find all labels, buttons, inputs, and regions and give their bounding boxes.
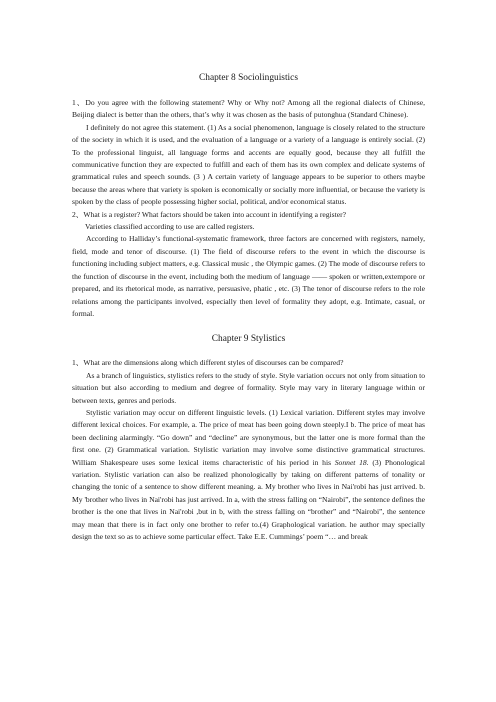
chapter-9-answer-1: As a branch of linguistics, stylistics refers to the study of style. Style variation occurs not only from situation to situation but also according to medium and degree of formality. Style may vary in literary language within or between texts, genres and periods. (72, 370, 425, 405)
chapter-8-question-1: 1、Do you agree with the following statement? Why or Why not? Among all the regional dialects of Chinese, Beijing dialect is better than the others, that’s why it was chosen as the basis of putonghua (Standard Chinese). (72, 98, 425, 120)
chapter-8-question-2: 2、What is a register? What factors should be taken into account in identifying a register? (72, 209, 346, 219)
sonnet-title: Sonnet 18. (334, 457, 369, 467)
chapter-9-answer-2 (72, 407, 425, 543)
chapter-8-question-2-definition: Varieties classified according to use are called registers. (85, 222, 255, 232)
chapter-8-answer-2: According to Halliday’s functional-systematic framework, three factors are concerned with registers, namely, field, mode and tenor of discourse. (1) The field of discourse refers to the event in which the discourse is functioning including subject matters, e.g. Classical music , the Olympic games. (2) The mode of discourse refers to the function of discourse in the event, including both the medium of language —— spoken or written,extempore or prepared, and its rhetorical mode, as narrative, persuasive, phatic , etc. (3) The tenor of discourse refers to the role relations among the participants involved, especially then level of formality they adopt, e.g. Intimate, casual, or formal. (72, 234, 425, 318)
chapter-9-title: Chapter 9 Stylistics (211, 334, 286, 345)
chapter-9-answer-2-text-b: (3) Phonological variation. Stylistic variation can also be realized phonologically by taking on different patterns of tonality or changing the tonic of a sentence to show different meaning. a. My brother who lives in Nai'robi has just arrived. b. My 'brother who lives in Nai'robi has just arrived. In a, with the stress falling on “Nairobi”, the sentence defines the brother is the one that lives in Nai'robi ,but in b, with the stress falling on “brother” and “Nairobi”, the sentence may mean that there is in fact only one brother to refer to.(4) Graphological variation. he author may specially design the text so as to achieve some particular effect. Take E.E. Cummings’ poem “… and break (72, 457, 426, 541)
chapter-8-title: Chapter 8 Sociolinguistics (199, 73, 298, 83)
chapter-8-answer-1: I definitely do not agree this statement. (1) As a social phenomenon, language is closely related to the structure of the society in which it is used, and the evaluation of a language or a variety of a language is entirely social. (2) To the professional linguist, all language forms and accents are equally good, because they all fulfill the communicative function they are expected to fulfill and each of them has its own complex and delicate systems of grammatical rules and speech sounds. (3 ) A certain variety of language appears to be superior to others maybe because the areas where that variety is spoken is economically or socially more influential, or because the variety is spoken by the class of people possessing higher social, political, and/or economical status. (72, 122, 425, 207)
chapter-9-question-1: 1、What are the dimensions along which different styles of discourses can be compared? (72, 358, 344, 368)
chapter-9-answer-2-text-a: Stylistic variation may occur on different linguistic levels. (1) Lexical variation. Different styles may involve different lexical choices. For example, a. The price of meat has been going down steeply.I b. The price of meat has been declining alarmingly. “Go down” and “decline” are synonymous, but the latter one is more formal than the first one. (2) Grammatical variation. Stylistic variation may involve some distinctive grammatical structures. William Shakespeare uses some lexical items characteristic of his period in his (72, 407, 425, 467)
